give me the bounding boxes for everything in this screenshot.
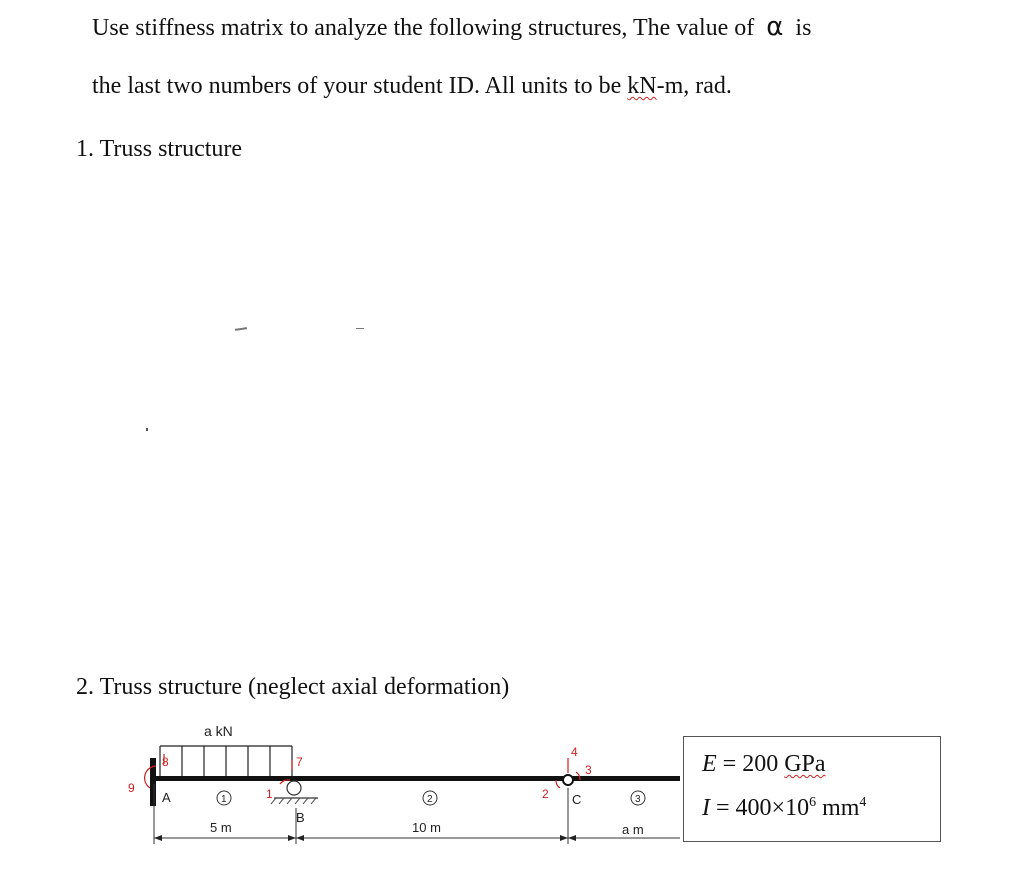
dof-label-9: 9 xyxy=(128,781,135,795)
dof-label-1: 1 xyxy=(266,787,273,801)
intro-text-1: Use stiffness matrix to analyze the following structures, The value of xyxy=(92,15,755,41)
dimension-lines xyxy=(154,784,680,844)
section-1-heading xyxy=(76,136,242,163)
member-number-2: 2 xyxy=(427,794,433,805)
beam xyxy=(156,776,680,781)
blank-figure-mark xyxy=(356,328,364,329)
dof-label-7: 7 xyxy=(296,755,303,769)
i-value: = 400×10 xyxy=(710,795,810,821)
member-number-1: 1 xyxy=(221,794,227,805)
member-number-3: 3 xyxy=(635,794,641,805)
unit-kn: kN xyxy=(627,73,657,99)
dimension-label-10m: 10 m xyxy=(412,820,441,835)
intro-text-2a: the last two numbers of your student ID. All units to be xyxy=(92,73,628,99)
inertia-line xyxy=(702,795,866,822)
alpha-symbol: α xyxy=(766,12,784,42)
pin-support-b xyxy=(287,781,301,795)
dimension-label-am: a m xyxy=(622,822,644,837)
blank-figure-mark xyxy=(235,327,247,331)
dof-label-8: 8 xyxy=(162,755,169,769)
e-unit: GPa xyxy=(784,751,826,777)
load-arrows xyxy=(160,746,292,776)
section-1-title: Truss structure xyxy=(99,136,243,162)
support-label-a: A xyxy=(162,790,171,805)
dof-label-4: 4 xyxy=(571,745,578,759)
dof-markers xyxy=(145,754,580,788)
beam-figure xyxy=(120,718,680,848)
fixed-support-wall xyxy=(150,758,156,806)
dof-label-3: 3 xyxy=(585,763,592,777)
section-2-title: Truss structure (neglect axial deformation) xyxy=(99,674,510,700)
e-value: = 200 xyxy=(716,751,785,777)
dimension-label-5m: 5 m xyxy=(210,820,232,835)
section-2-number: 2. xyxy=(76,674,94,700)
hinge-c xyxy=(563,775,573,785)
intro-text-2b: -m, rad. xyxy=(656,73,732,99)
intro-text-1-end: is xyxy=(795,15,812,41)
dof-label-2: 2 xyxy=(542,787,549,801)
intro-line-1 xyxy=(92,12,811,42)
section-2-heading xyxy=(76,674,509,701)
section-1-number: 1. xyxy=(76,136,94,162)
i-unit: mm xyxy=(816,795,860,821)
material-properties-box xyxy=(683,736,941,842)
i-exponent: 6 xyxy=(809,795,817,810)
support-label-c: C xyxy=(572,792,582,807)
support-label-b: B xyxy=(296,810,305,825)
modulus-line xyxy=(702,751,826,778)
i-unit-exponent: 4 xyxy=(859,795,867,810)
e-symbol: E xyxy=(702,751,717,777)
load-label: a kN xyxy=(204,723,233,739)
i-symbol: I xyxy=(702,795,710,821)
blank-figure-mark xyxy=(146,428,148,431)
intro-line-2 xyxy=(92,73,732,100)
ground-hatch-b xyxy=(271,798,316,804)
